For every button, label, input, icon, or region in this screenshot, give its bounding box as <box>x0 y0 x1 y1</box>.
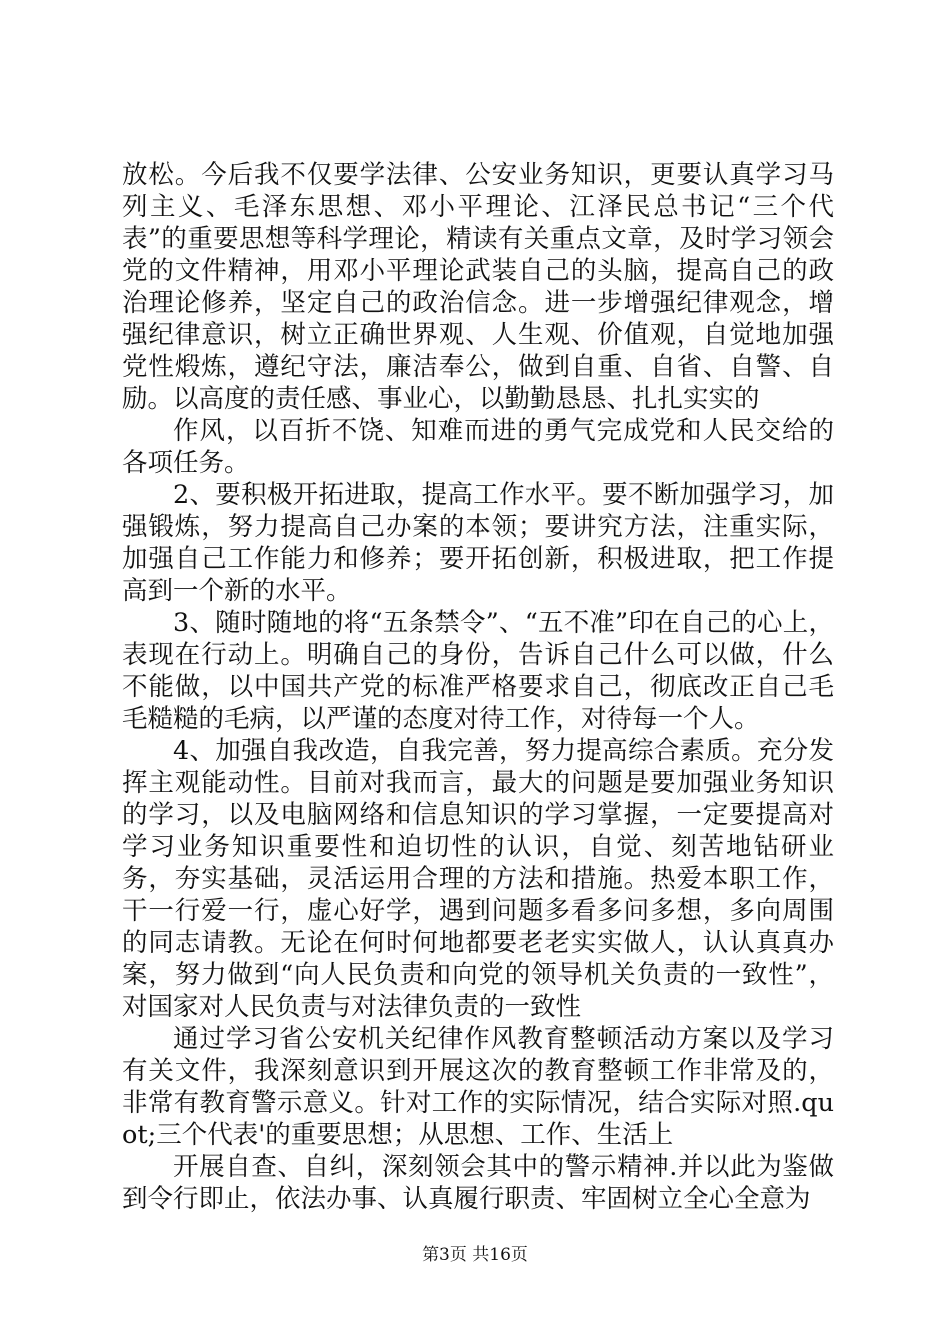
paragraph-4: 3、随时随地的将“五条禁令”、“五不准”印在自己的心上，表现在行动上。明确自己的身份，告诉自己什么可以做，什么不能做，以中国共产党的标准严格要求自己，彻底改正自己毛毛糙糙的毛病，以严谨的态度对待工作，对待每一个人。 <box>122 608 834 734</box>
paragraph-6: 通过学习省公安机关纪律作风教育整顿活动方案以及学习有关文件，我深刻意识到开展这次的教育整顿工作非常及的，非常有教育警示意义。针对工作的实际情况，结合实际对照.quot;三个代表'的重要思想；从思想、工作、生活上 <box>122 1024 834 1150</box>
paragraph-7: 开展自查、自纠，深刻领会其中的警示精神.并以此为鉴做到令行即止，依法办事、认真履行职责、牢固树立全心全意为 <box>122 1152 834 1214</box>
paragraph-3: 2、要积极开拓进取，提高工作水平。要不断加强学习，加强锻炼，努力提高自己办案的本领；要讲究方法，注重实际，加强自己工作能力和修养；要开拓创新，积极进取，把工作提高到一个新的水平。 <box>122 480 834 606</box>
paragraph-5: 4、加强自我改造，自我完善，努力提高综合素质。充分发挥主观能动性。目前对我而言，最大的问题是要加强业务知识的学习，以及电脑网络和信息知识的学习掌握，一定要提高对学习业务知识重要性和迫切性的认识，自觉、刻苦地钻研业务，夯实基础，灵活运用合理的方法和措施。热爱本职工作，干一行爱一行，虚心好学，遇到问题多看多问多想，多向周围的同志请教。无论在何时何地都要老老实实做人，认认真真办案，努力做到“向人民负责和向党的领导机关负责的一致性”，对国家对人民负责与对法律负责的一致性 <box>122 736 834 1022</box>
page-number-footer: 第3页 共16页 <box>422 1245 528 1265</box>
paragraph-2: 作风，以百折不饶、知难而进的勇气完成党和人民交给的各项任务。 <box>122 416 834 478</box>
document-body <box>122 159 834 1215</box>
paragraph-1: 放松。今后我不仅要学法律、公安业务知识，更要认真学习马列主义、毛泽东思想、邓小平理论、江泽民总书记“三个代表”的重要思想等科学理论，精读有关重点文章，及时学习领会党的文件精神，用邓小平理论武装自己的头脑，提高自己的政治理论修养，坚定自己的政治信念。进一步增强纪律观念，增强纪律意识，树立正确世界观、人生观、价值观，自觉地加强党性煅炼，遵纪守法，廉洁奉公，做到自重、自省、自警、自励。以高度的责任感、事业心，以勤勤恳恳、扎扎实实的 <box>122 160 834 414</box>
